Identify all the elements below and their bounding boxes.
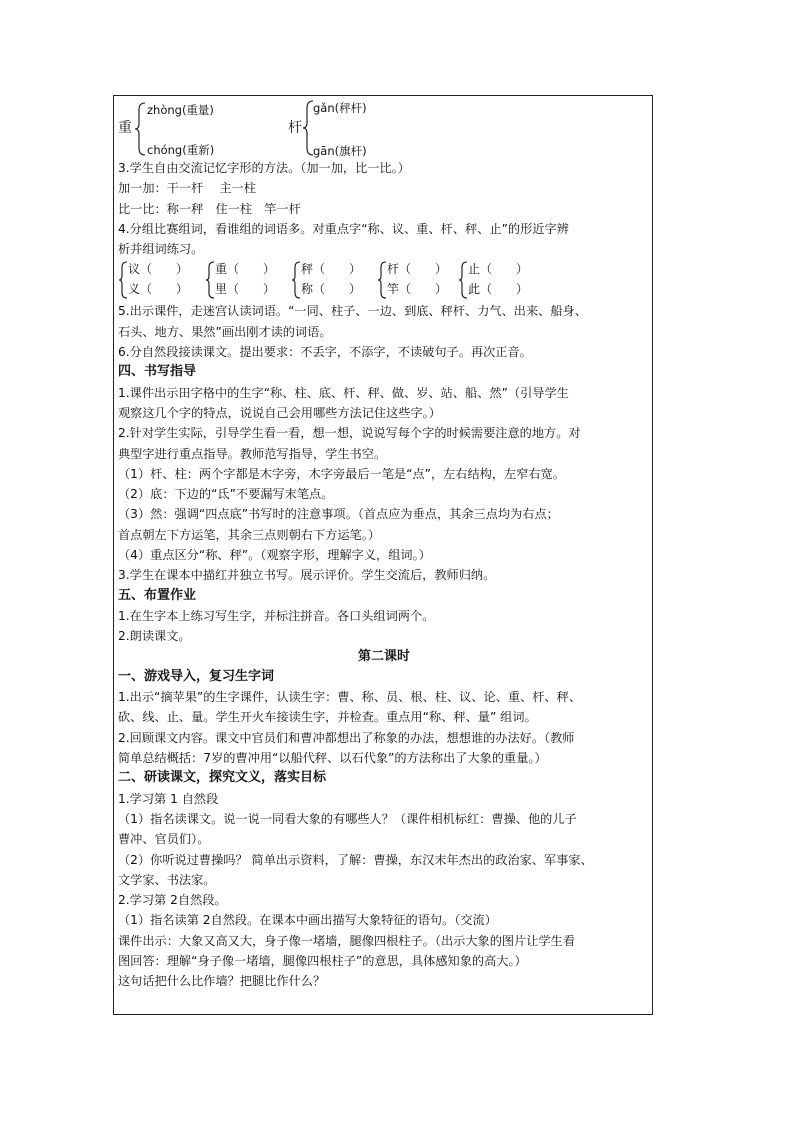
word-group [118,259,218,301]
text-line: 2.回顾课文内容。课文中官员们和曹冲都想出了称象的办法，想想谁的办法好。（教师 [118,730,575,745]
word-group-exercise [118,259,650,301]
polyphone-reading-3: gǎn(秤杆) [313,101,367,115]
text-line: （2）你听说过曹操吗？ 简单出示资料，了解：曹操，东汉末年杰出的政治家、军事家、 [118,852,593,867]
text-line: 这句话把什么比作墙？把腿比作什么？ [118,974,326,989]
polyphone-reading-1: zhòng(重量) [147,103,214,117]
polyphone-block [118,98,650,158]
section-heading-study: 二、研读课文，探究文义，落实目标 [118,770,327,786]
section-heading-review: 一、游戏导入，复习生字词 [118,668,275,684]
text-line: 1.学习第 1 自然段 [118,791,219,806]
word-group-item: 此（ ） [468,282,529,297]
text-line: （4）重点区分“称、秤”。（观察字形，理解字义，组词。） [118,548,431,563]
left-brace-icon [118,261,128,299]
text-line: 1.课件出示田字格中的生字“称、柱、底、杆、秤、做、岁、站、船、然”（引导学生 [118,385,569,400]
word-group-item: 义（ ） [128,282,189,297]
lesson-plan-content [118,98,650,992]
text-line: （1）指名读第 2自然段。在课本中画出描写大象特征的语句。（交流） [118,913,497,928]
text-line: （2）底：下边的“氐”不要漏写末笔点。 [118,487,334,502]
text-line: 2.针对学生实际，引导学生看一看，想一想，说说写每个字的时候需要注意的地方。对 [118,426,581,441]
text-line: 2.朗读课文。 [118,629,191,644]
text-line: （3）然：强调“四点底”书写时的注意事项。（首点应为垂点，其余三点均为右点； [118,507,559,522]
text-line: 5.出示课件，走迷宫认读词语。“一同、柱子、一边、到底、秤杆、力气、出来、船身、 [118,304,587,319]
left-brace-icon [377,261,387,299]
text-line: 6.分自然段接读课文。提出要求：不丢字，不添字，不读破句子。再次正音。 [118,345,532,360]
polyphone-char-zhong: 重 [118,120,132,136]
text-line: （1）杆、柱：两个字都是木字旁，木字旁最后一笔是“点”，左右结构，左窄右宽。 [118,466,565,481]
text-line: （1）指名读课文。说一说一同看大象的有哪些人？（课件相机标红：曹操、他的儿子 [118,811,577,826]
word-group-item: 秤（ ） [301,262,362,277]
text-line: 析并组词练习。 [118,242,204,257]
left-brace-icon [134,102,146,156]
text-line: 课件出示：大象又高又大，身子像一堵墙，腿像四根柱子。（出示大象的图片让学生看 [118,933,576,948]
text-line: 加一加：干一杆 主一柱 [118,181,256,196]
text-line: 石头、地方、果然”画出刚才读的词语。 [118,324,332,339]
word-group-item: 杆（ ） [387,262,448,277]
text-line: 砍、线、止、量。学生开火车接读生字，并检查。重点用“称、秤、量” 组词。 [118,710,537,725]
text-line: 曹冲、官员们）。 [118,832,210,847]
word-group [291,259,391,301]
text-line: 2.学习第 2自然段。 [118,893,227,908]
text-line: 4.分组比赛组词，看谁组的词语多。对重点字“称、议、重、杆、秤、止”的形近字辨 [118,221,569,236]
left-brace-icon [458,261,468,299]
word-group [205,259,305,301]
text-line: 典型字进行重点指导。教师范写指导，学生书空。 [118,446,387,461]
polyphone-char-gan: 杆 [288,120,302,136]
word-group-item: 重（ ） [215,262,276,277]
word-group [458,259,558,301]
text-line: 首点朝左下方运笔，其余三点则朝右下方运笔。） [118,527,381,542]
left-brace-icon [291,261,301,299]
lesson-two-title: 第二课时 [357,648,410,664]
section-heading-homework: 五、布置作业 [118,587,197,603]
section-heading-writing: 四、书写指导 [118,364,197,380]
word-group-item: 议（ ） [128,262,189,277]
word-group-item: 里（ ） [215,282,276,297]
text-line: 1.出示“摘苹果”的生字课件，认读生字：曹、称、员、根、柱、议、论、重、杆、秤、 [118,690,582,705]
word-group-item: 止（ ） [468,262,529,277]
text-line: 简单总结概括：7岁的曹冲用“以船代秤、以石代象”的方法称出了大象的重量。） [118,751,547,766]
text-line: 3.学生自由交流记忆字形的方法。（加一加，比一比。） [118,161,410,175]
text-line: 观察这几个字的特点，说说自己会用哪些方法记住这些字。） [118,405,441,420]
text-line: 1.在生字本上练习写生字，并标注拼音。各口头组词两个。 [118,608,435,623]
text-line: 比一比：称一秤 住一柱 竿一杆 [118,201,301,216]
text-line: 图回答：理解“身子像一堵墙，腿像四根柱子”的意思，具体感知象的高大。） [118,953,527,968]
polyphone-reading-2: chóng(重新) [147,143,215,157]
left-brace-icon [205,261,215,299]
polyphone-reading-4: gān(旗杆) [313,144,367,158]
text-line: 3.学生在课本中描红并独立书写。展示评价。学生交流后，教师归纳。 [118,568,496,583]
word-group-item: 称（ ） [301,282,362,297]
word-group-item: 竿（ ） [387,282,448,297]
text-line: 文学家、书法家。 [118,872,216,887]
